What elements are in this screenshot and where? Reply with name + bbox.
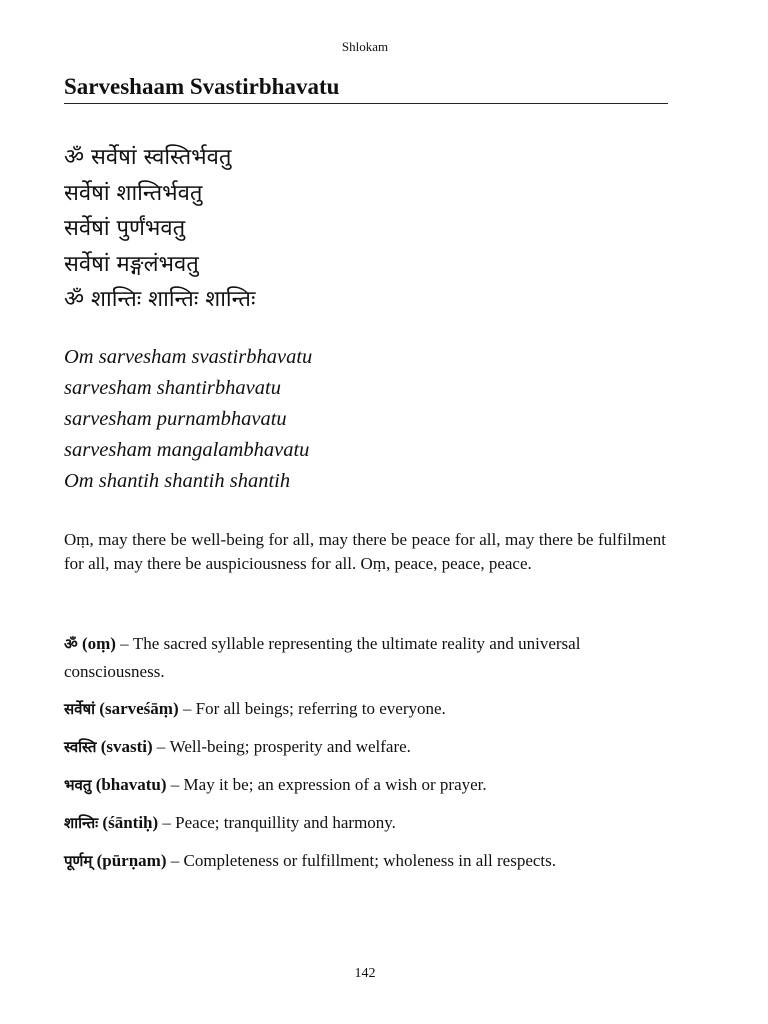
glossary-term (64, 851, 167, 870)
transliteration-line: Om sarvesham svastirbhavatu (64, 346, 313, 368)
glossary-entry (64, 847, 668, 875)
glossary-definition: – For all beings; referring to everyone. (182, 699, 446, 718)
glossary-term-roman: (pūrṇam) (96, 851, 167, 870)
transliteration-line: sarvesham mangalambhavatu (64, 439, 310, 461)
glossary-term-roman: (bhavatu) (95, 775, 167, 794)
translation-paragraph: Oṃ, may there be well-being for all, may there be peace for all, may there be fulfilment for all, may there be auspiciousness for all. Oṃ, peace, peace, peace. (64, 530, 666, 573)
glossary-definition: – The sacred syllable representing the ultimate reality and universal consciousness. (64, 634, 581, 681)
glossary-term-roman: (oṃ) (81, 634, 116, 653)
glossary-term (64, 775, 167, 794)
page-title: Sarveshaam Svastirbhavatu (64, 73, 668, 104)
glossary-entry (64, 771, 668, 799)
verse-line: ॐ सर्वेषां स्वस्तिर्भवतु (64, 145, 232, 170)
transliteration-verse (64, 342, 668, 497)
glossary-term-roman: (sarveśāṃ) (99, 699, 179, 718)
glossary-term-devanagari: ॐ (64, 635, 78, 653)
transliteration-line: Om shantih shantih shantih (64, 470, 291, 492)
glossary-entry (64, 809, 668, 837)
glossary-definition: – Peace; tranquillity and harmony. (162, 813, 396, 832)
glossary-term-roman: (svasti) (100, 737, 153, 756)
verse-line: ॐ शान्तिः शान्तिः शान्तिः (64, 287, 256, 312)
glossary-entry (64, 733, 668, 761)
glossary-term (64, 737, 153, 756)
glossary-term-devanagari: शान्तिः (64, 814, 99, 832)
glossary-term (64, 699, 179, 718)
glossary-term-devanagari: स्वस्ति (64, 738, 97, 756)
glossary-definition: – Completeness or fulfillment; wholeness in all respects. (170, 851, 557, 870)
devanagari-verse (64, 140, 668, 318)
transliteration-line: sarvesham purnambhavatu (64, 408, 287, 430)
glossary-term (64, 634, 116, 653)
glossary-definition: – May it be; an expression of a wish or prayer. (170, 775, 487, 794)
page-number: 142 (354, 966, 376, 981)
running-head: Shlokam (341, 39, 389, 54)
verse-line: सर्वेषां पुर्णंभवतु (64, 216, 186, 241)
glossary-entry (64, 695, 668, 723)
glossary-term-devanagari: पूर्णम् (64, 852, 93, 870)
glossary-term-roman: (śāntiḥ) (102, 813, 159, 832)
verse-line: सर्वेषां मङ्गलंभवतु (64, 251, 199, 277)
glossary-entry (64, 630, 668, 685)
glossary-term (64, 813, 158, 832)
verse-line: सर्वेषां शान्तिर्भवतु (64, 180, 203, 206)
glossary-definition: – Well-being; prosperity and welfare. (156, 737, 411, 756)
glossary-term-devanagari: सर्वेषां (64, 700, 96, 718)
transliteration-line: sarvesham shantirbhavatu (64, 377, 281, 399)
glossary (64, 630, 668, 885)
glossary-term-devanagari: भवतु (64, 776, 92, 794)
